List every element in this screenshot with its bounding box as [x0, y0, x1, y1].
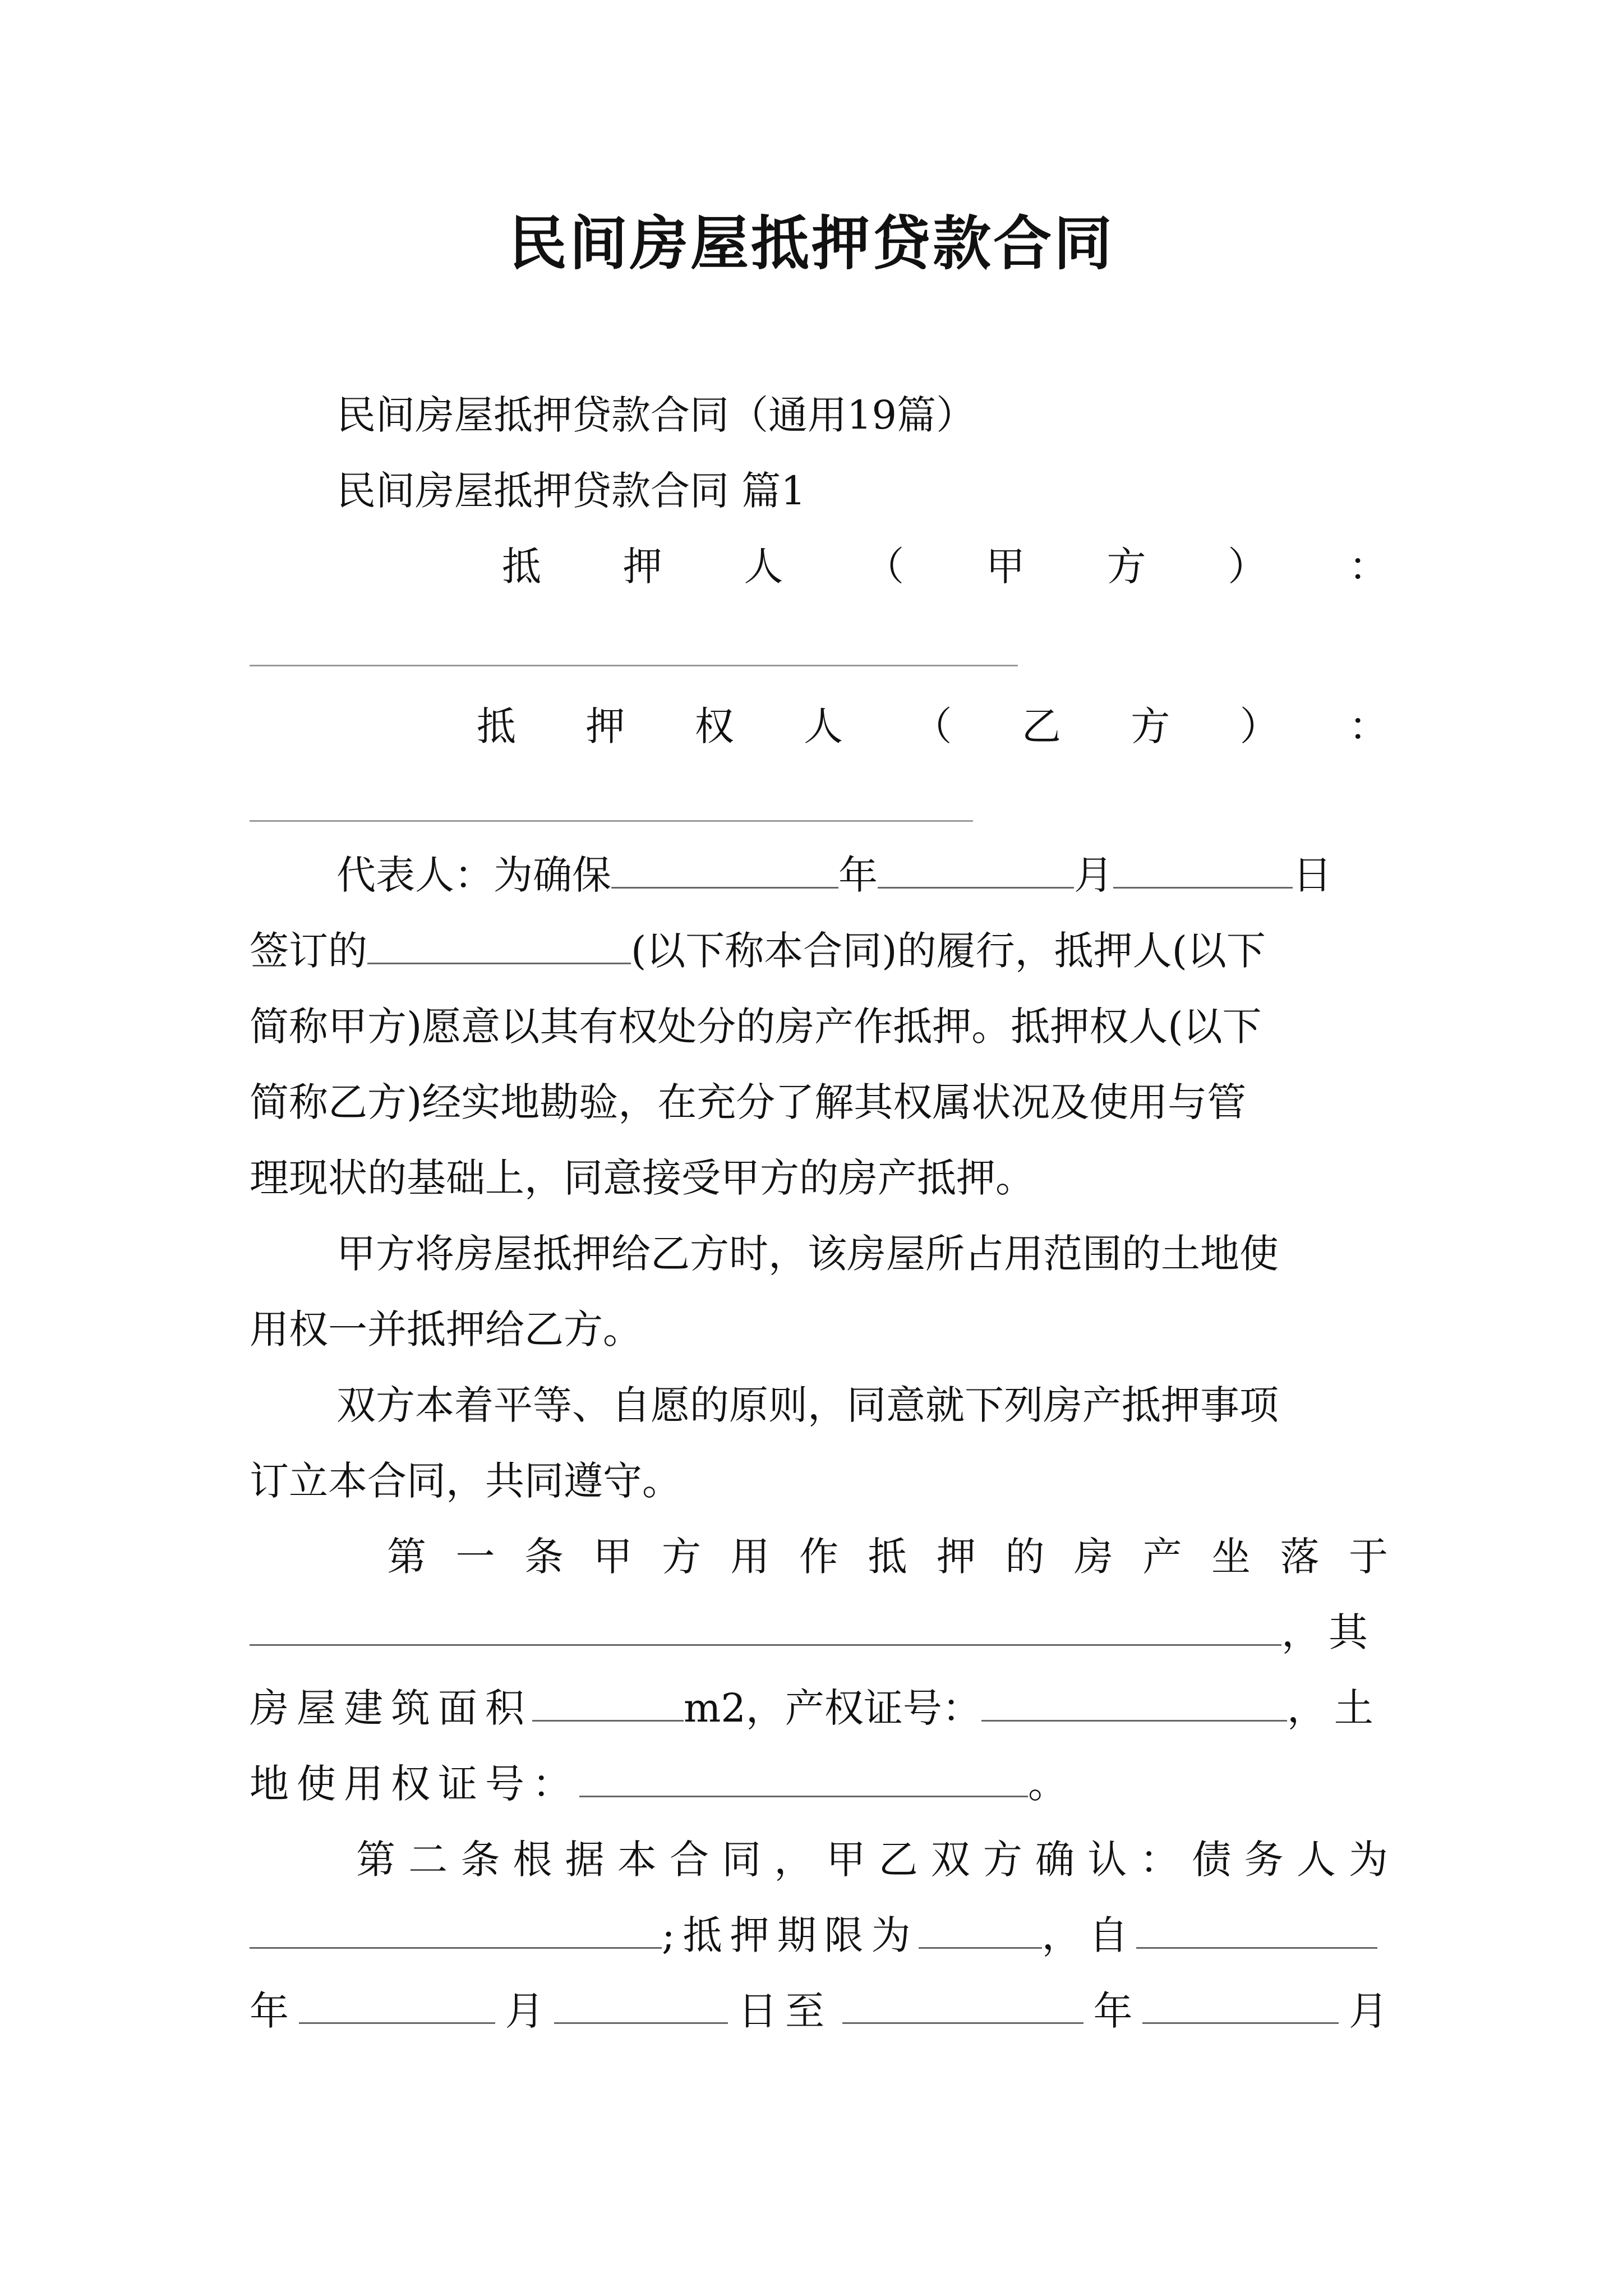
blank-field	[1142, 1983, 1339, 2024]
blank-field	[842, 1983, 1083, 2024]
paragraph-1-line-1: 代表人：为确保 年 月 日	[336, 847, 1388, 903]
article-2-line-3: 年 月 日至 年 月	[250, 1983, 1388, 2039]
paragraph-1-line-2: 签订的 (以下称本合同)的履行，抵押人(以下	[250, 923, 1388, 979]
article-2-line-2: ;抵押期限为 ，自	[250, 1907, 1388, 1963]
article-1-line-2: ，其	[250, 1604, 1388, 1660]
mortgagor-blank-line	[250, 665, 1018, 666]
mortgagor-label: 抵 押 人 （ 甲 方 ） ：	[502, 544, 1388, 590]
document-subtitle: 民间房屋抵押贷款合同（通用19篇）	[336, 392, 976, 438]
blank-field	[1136, 1908, 1377, 1949]
blank-field	[299, 1983, 495, 2024]
article-1-line-3: 房屋建筑面积 m2，产权证号： ，土	[250, 1680, 1388, 1736]
paragraph-2-line-2: 用权一并抵押给乙方。	[250, 1306, 642, 1352]
blank-field	[878, 848, 1074, 889]
paragraph-1-line-3: 简称甲方)愿意以其有权处分的房产作抵押。抵押权人(以下	[250, 1004, 1262, 1050]
blank-field	[981, 1681, 1287, 1722]
article-1-line-1: 第 一 条 甲 方 用 作 抵 押 的 房 产 坐 落 于	[387, 1534, 1388, 1580]
paragraph-1-line-5: 理现状的基础上，同意接受甲方的房产抵押。	[250, 1155, 1035, 1201]
paragraph-1-line-4: 简称乙方)经实地勘验，在充分了解其权属状况及使用与管	[250, 1079, 1247, 1125]
blank-field	[367, 923, 631, 964]
mortgagee-blank-line	[250, 820, 973, 822]
blank-field	[250, 1605, 1281, 1646]
paragraph-2-line-1: 甲方将房屋抵押给乙方时，该房屋所占用范围的土地使	[336, 1231, 1279, 1277]
paragraph-3-line-1: 双方本着平等、自愿的原则，同意就下列房产抵押事项	[336, 1382, 1279, 1428]
blank-field	[554, 1983, 728, 2024]
article-1-line-4: 地使用权证号： 。	[250, 1756, 1388, 1812]
blank-field	[532, 1681, 684, 1722]
paragraph-3-line-2: 订立本合同，共同遵守。	[250, 1458, 681, 1504]
blank-field	[1113, 848, 1293, 889]
mortgagee-label: 抵 押 权 人 （ 乙 方 ） ：	[477, 703, 1388, 749]
article-2-line-1: 第 二 条 根 据 本 合 同 ， 甲 乙 双 方 确 认 ： 债 务 人 为	[356, 1837, 1388, 1883]
blank-field	[579, 1756, 1028, 1797]
blank-field	[611, 848, 838, 889]
section-heading: 民间房屋抵押贷款合同 篇1	[336, 468, 806, 514]
document-title: 民间房屋抵押贷款合同	[508, 209, 1114, 278]
blank-field	[919, 1908, 1042, 1949]
blank-field	[250, 1908, 662, 1949]
